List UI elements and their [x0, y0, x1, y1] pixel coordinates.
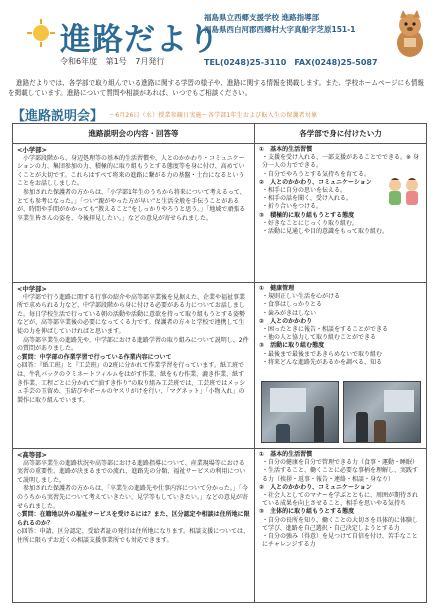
body-paragraph: 小学部段階から、身辺処理等の基本的生活習慣や、人とのかかわり・コミュニケーションの力、集団参加の力、積極的に取り組もうとする態度等を身に付け、高めていくことが大切です。これらはすべて将来の進路に繋がる力の基盤・土台になるということをお話ししました。: [17, 154, 245, 188]
body-paragraph: 高等部卒業生の進路先や、中学部における進路学習の取り組みについて説明し、2件の質問がありました。: [17, 336, 249, 353]
skill-heading: ① 基本的生活習慣: [259, 146, 313, 153]
briefing-table: [12, 123, 427, 603]
dept-label: <小学部>: [17, 146, 47, 154]
table-header-row: [13, 124, 427, 144]
issue-year: 令和6年度: [60, 57, 98, 66]
skill-item: ・相手に自分の思いを伝える。: [262, 187, 347, 195]
skill-item: ・相手の話を聞く、受け入れる。: [262, 195, 352, 203]
skill-item: ・困ったときに報告・相談をすることができる: [262, 326, 389, 334]
skill-item: ・規則正しい生活を心がける: [262, 293, 341, 301]
skill-item: ・支援を受け入れる、一部支援があることでできる。※ 身分一人の力でできる。: [262, 154, 419, 170]
school-address: 福島県西白河郡西郷村大字真船字芝原151-1: [204, 25, 356, 34]
newsletter-page: [8, 8, 430, 604]
issue-number: 第1号: [105, 57, 127, 66]
skill-heading: ② 人とのかかわり、コミュニケーション: [259, 178, 372, 186]
skill-heading: ③ 積極的に取り組もうとする態度: [259, 211, 355, 219]
table-row-elementary: [13, 144, 427, 283]
table-row-junior-high: [13, 283, 427, 449]
skill-heading: ② 人とのかかわり: [259, 317, 313, 325]
high-school-skills-cell: [255, 449, 426, 601]
qa-answer: ◇回答：『紙工班』と『工芸班』の2班に分かれて作業学習を行っています。紙工班では、牛乳パックのラミネートフィルムをはがす作業、紙をもむ作業、漉き作業、紙すき作業、工程ごとに分かれて“油すき作り”の取り組み工芸班では、工芸班ではメッシュ手芸の玉留め、玉結びやボールのヤスリがけを行い、「マグネット」「小物入れ」の製作に取り組んでいます。: [17, 362, 246, 404]
skill-item: ・食事はしっかりとる: [262, 301, 323, 309]
issue-info: [60, 56, 170, 67]
issue-date: 7月発行: [135, 57, 165, 66]
dept-label: <中学部>: [17, 285, 47, 293]
elementary-content-cell: [13, 144, 254, 225]
skill-heading: ① 健康管理: [259, 285, 295, 292]
classroom-photo: [261, 381, 339, 443]
skill-item: ・将来どんな進路先があるかを調べる、知る: [262, 358, 383, 366]
skill-item: ・折り合いをつける。: [262, 203, 323, 211]
dept-label: <高等部>: [17, 451, 47, 459]
skill-item: ・自分の長所を知り、働くことの大切さを具体的に体験して学び、進路を自己選択・自己決定しようとする力: [262, 516, 419, 532]
skill-item: ・最後まで最後まであきらめないで取り組む: [262, 350, 383, 358]
star-burst-icon: [26, 18, 56, 48]
contact-info: TEL(0248)25-3110 FAX(0248)25-5087: [204, 58, 378, 67]
body-paragraph: 高等部卒業生の進路状況や高等部における進路指導について、産業現場等における実習の重要性、進路が決まるまでの流れ、進路先の分類、福祉サービスの利用について説明しました。: [17, 459, 246, 484]
col-header-content: 進路説明会の内容・回答等: [13, 124, 255, 144]
newsletter-title: 進路だより: [60, 22, 220, 58]
skill-heading: ③ 主体的に取り組もうとする態度: [259, 508, 355, 516]
body-paragraph: 中学部で行う進路に関する行事の紹介や高等部卒業後を見据えた、企業や福祉事業所で求められる力など、中学部段階から身に付ける必要がある力についてお話しました。毎日学校生活で行っている朝の活動や活動に意欲を持って取り組もうとする姿勢などが、高等部卒業後の必要になってくる力です。保護者の方々と学校で連携して生徒の力を伸ばしていければと思います。: [17, 293, 246, 335]
skill-item: ・自分の強み（得意）を見つけて自信を付け、苦手なことにチャレンジする力: [262, 533, 418, 549]
section-subtitle: ～6月26日（水）授業参観日実施～各学部1年生および転入生の保護者対象: [109, 112, 318, 119]
section-title: 【進路説明会】: [12, 109, 104, 124]
masthead: [8, 8, 430, 80]
high-school-content-cell: [13, 449, 254, 548]
section-heading: [12, 105, 317, 124]
elementary-skills-cell: [255, 144, 426, 281]
body-paragraph: 参加された保護者の方からは、「卒業生の進路先や仕事内容について分かった。」「今のうちから実習先について考えていきたい、見学等もしていきたい。」などの意見が寄せられました。: [17, 485, 248, 510]
skill-heading: ③ 活動に取り組む態度: [259, 342, 325, 350]
qa-answer: ◇回答：申請、区分認定、受給者証の発行は住所地になります。相談支援については、住所に限らずお近くの相談支援事業所でも対応できます。: [17, 528, 250, 544]
skill-heading: ② 人とのかかわり、コミュニケーション: [259, 483, 372, 491]
skill-heading: ① 基本的生活習慣: [259, 451, 313, 458]
school-info: [204, 12, 356, 36]
body-paragraph: 参加された保護者の方からは、「小学部1年生のうちから将来について考えるって、とても参考になった。」「つい“親がやった方が早い”と生活全般を手伝うことがあるが、時間や手間がかかっても“教えること”をしっかりやろうと思う。」「地域で頑張る卒業生皆さんの姿を、今後拝見したい。」などの意見が寄せられました。: [17, 188, 246, 222]
children-illustration: [383, 176, 423, 212]
junior-high-content-cell: [13, 283, 254, 407]
junior-high-skills-cell: [255, 283, 426, 447]
skill-item: ・好きなことにじっくり取り組む。: [262, 219, 359, 227]
qa-question: ◇質問：在籍地以外の福祉サービスを受けるには？また、区分認定や相談は住所地に限られるのか？: [17, 511, 250, 527]
col-header-skills: 各学部で身に付けたい力: [255, 124, 427, 144]
mascot-illustration: [392, 10, 428, 58]
school-name: 福島県立西郷支援学校 進路指導部: [204, 13, 320, 22]
intro-text: 進路だよりでは、各学部で取り組んでいる進路に関する学習の様子や、進路に関する情報を掲載します。また、学校ホームページにも情報を掲載しています。進路について質問や相談があれば、いつでもご相談ください。: [8, 79, 425, 97]
qa-question: ◇質問：中学部の作業学習で行っている作業内容について: [17, 353, 172, 361]
skill-item: ・自分でやろうとする気持ちを育てる。: [262, 170, 371, 178]
classroom-photo: [343, 381, 421, 443]
skill-item: ・生活すること、働くことに必要な事柄を理解し、実践する力（挨拶・返事・報告・連絡・相談・身なり）: [262, 467, 419, 483]
skill-item: ・他の人と協力して取り組むことができる: [262, 334, 377, 342]
skill-item: ・自分の健康を自分で管理できる力（食事・運動・睡眠）: [262, 459, 419, 467]
table-row-high-school: [13, 449, 427, 603]
skill-item: ・歯みがきはしない: [262, 309, 317, 317]
skill-item: ・活動に見通しや目的意識をもって取り組む。: [262, 228, 389, 236]
skill-item: ・社会人としてのマナーを学ぶとともに、周囲が期待されている成果を向上させること、相手を思いやる気持ち: [262, 492, 419, 508]
